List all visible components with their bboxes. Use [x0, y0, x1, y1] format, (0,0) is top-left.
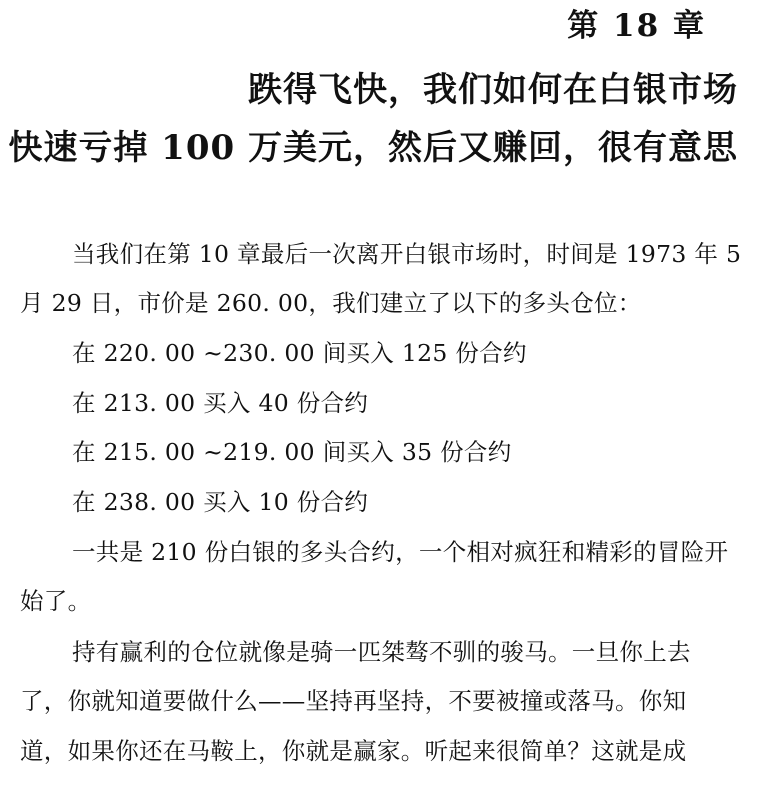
position-line: 在 238. 00 买入 10 份合约 — [72, 488, 369, 516]
position-line: 在 213. 00 买入 40 份合约 — [72, 389, 369, 417]
paragraph-line: 当我们在第 10 章最后一次离开白银市场时，时间是 1973 年 5 — [72, 240, 742, 268]
chapter-title-line-2: 快速亏掉 100 万美元，然后又赚回，很有意思 — [8, 128, 738, 168]
position-line: 在 220. 00 ~230. 00 间买入 125 份合约 — [72, 339, 527, 367]
paragraph-line: 了，你就知道要做什么——坚持再坚持，不要被撞或落马。你知 — [20, 687, 687, 715]
position-line: 在 215. 00 ~219. 00 间买入 35 份合约 — [72, 438, 512, 466]
chapter-title-line-1: 跌得飞快，我们如何在白银市场 — [248, 70, 738, 110]
paragraph-line: 始了。 — [20, 587, 92, 615]
paragraph-line: 一共是 210 份白银的多头合约，一个相对疯狂和精彩的冒险开 — [72, 538, 729, 566]
paragraph-line: 持有赢利的仓位就像是骑一匹桀骜不驯的骏马。一旦你上去 — [72, 638, 691, 666]
paragraph-line: 道，如果你还在马鞍上，你就是赢家。听起来很简单？这就是成 — [20, 737, 687, 765]
chapter-number: 第 18 章 — [567, 8, 706, 44]
paragraph-line: 月 29 日，市价是 260. 00，我们建立了以下的多头仓位： — [20, 289, 642, 317]
